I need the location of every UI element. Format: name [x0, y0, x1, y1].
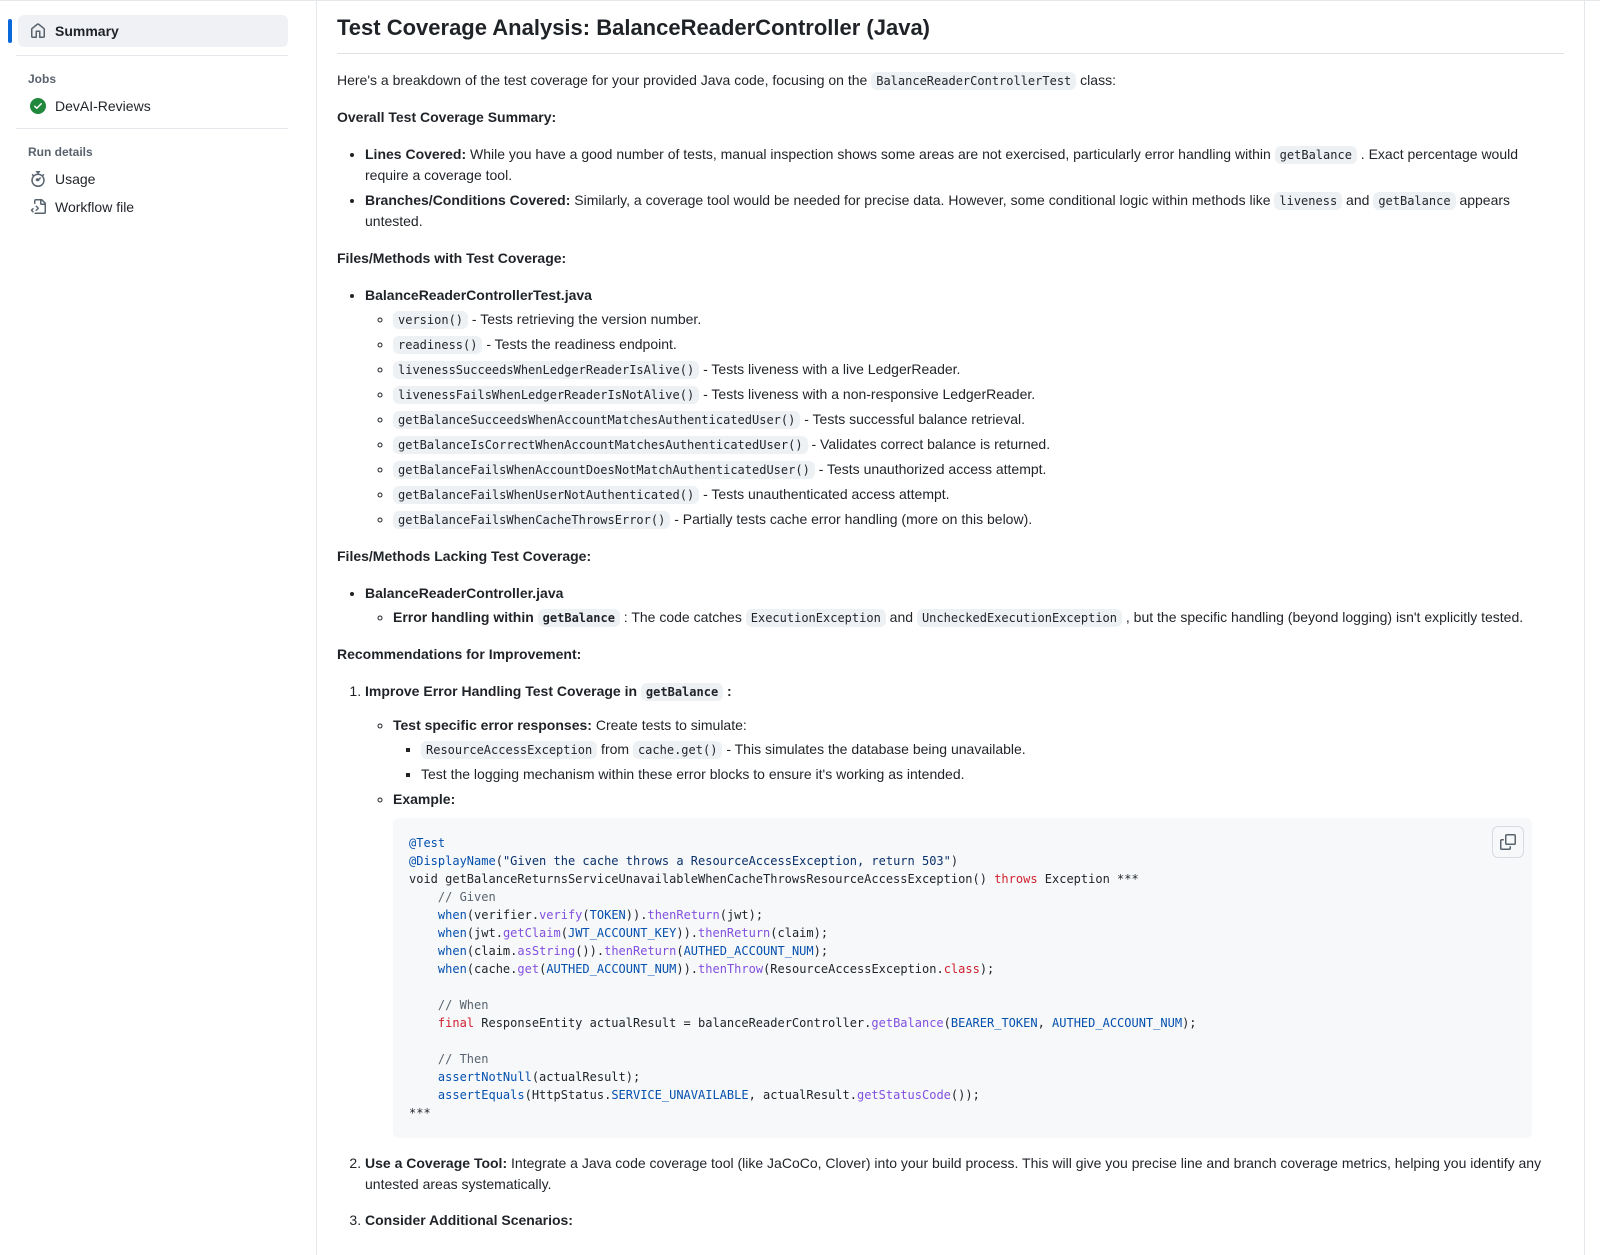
inline-code: version()	[393, 311, 468, 329]
inline-code: ResourceAccessException	[421, 741, 597, 759]
list-item: ◦ getBalanceFailsWhenAccountDoesNotMatchAuthenticatedUser() - Tests unauthorized access attempt.	[393, 459, 1564, 480]
list-item	[365, 1210, 1564, 1231]
bold-text: Example:	[393, 790, 456, 807]
workflow-file-label: Workflow file	[55, 199, 135, 215]
inline-code: liveness	[1274, 192, 1342, 210]
list-item	[393, 789, 1564, 1138]
list-item: 2. Use a Coverage Tool: Integrate a Java code coverage tool (like JaCoCo, Clover) into your build process. This will give you precise line and branch coverage metrics, helping you identify any untested areas systematically.	[365, 1153, 1564, 1195]
summary-content	[317, 1, 1585, 1255]
bold-text: Test specific error responses:	[393, 716, 592, 733]
sidebar-item-workflow-file[interactable]	[18, 193, 288, 221]
inline-code: cache.get()	[633, 741, 722, 759]
sidebar-divider	[16, 55, 288, 56]
list-item: ◦ livenessSucceedsWhenLedgerReaderIsAlive() - Tests liveness with a live LedgerReader.	[393, 359, 1564, 380]
inline-code: ExecutionException	[746, 609, 886, 627]
file-code-icon	[30, 199, 46, 215]
inline-code: getBalance	[1275, 146, 1357, 164]
list-item: ◦ Error handling within getBalance : The code catches ExecutionException and UncheckedExecutionException , but the specific handling (beyond logging) isn't explicitly tested.	[393, 607, 1564, 628]
home-icon	[30, 23, 46, 39]
bullet-list	[337, 583, 1564, 628]
list-item: ◦ getBalanceFailsWhenUserNotAuthenticated() - Tests unauthenticated access attempt.	[393, 484, 1564, 505]
run-details-section-header: Run details	[28, 145, 93, 159]
sidebar-item-usage[interactable]	[18, 165, 288, 193]
right-gutter	[1585, 1, 1600, 1255]
bold-text: Overall Test Coverage Summary:	[337, 108, 557, 125]
inline-code: livenessFailsWhenLedgerReaderIsNotAlive()	[393, 386, 699, 404]
list-item: ◦ getBalanceIsCorrectWhenAccountMatchesAuthenticatedUser() - Validates correct balance is returned.	[393, 434, 1564, 455]
bold-text: BalanceReaderController.java	[365, 584, 564, 601]
bold-text: Error handling within	[393, 608, 538, 625]
bullet-list	[365, 607, 1564, 628]
list-item	[365, 681, 1564, 1138]
bullet-list	[337, 144, 1564, 232]
inline-code: getBalanceIsCorrectWhenAccountMatchesAuthenticatedUser()	[393, 436, 808, 454]
markdown-body	[337, 70, 1564, 1231]
paragraph: Here's a breakdown of the test coverage for your provided Java code, focusing on the BalanceReaderControllerTest class:	[337, 71, 1116, 88]
bold-text: BalanceReaderControllerTest.java	[365, 286, 592, 303]
list-item-text	[365, 681, 1564, 702]
ordered-list	[337, 681, 1564, 1231]
list-item: ◦ Test specific error responses: Create tests to simulate: ▪ ResourceAccessException from cache.get() - This simulates the database being unavailable. ▪ Test the logging mechanism within these error blocks to ensure it's working as intended.	[393, 715, 1564, 785]
paragraph	[337, 644, 1564, 665]
list-item: ◦ readiness() - Tests the readiness endpoint.	[393, 334, 1564, 355]
inline-code: getBalanceFailsWhenAccountDoesNotMatchAuthenticatedUser()	[393, 461, 815, 479]
list-item: ▪ Test the logging mechanism within these error blocks to ensure it's working as intended.	[421, 764, 1564, 785]
bullet-list	[337, 285, 1564, 530]
list-item: • Lines Covered: While you have a good number of tests, manual inspection shows some areas are not exercised, particularly error handling within getBalance . Exact percentage would require a coverage tool.	[365, 144, 1564, 186]
bold-text: Branches/Conditions Covered:	[365, 191, 571, 208]
sidebar-item-job-devai-reviews[interactable]	[18, 92, 288, 120]
inline-code: getBalanceSucceedsWhenAccountMatchesAuthenticatedUser()	[393, 411, 800, 429]
list-item: ◦ getBalanceSucceedsWhenAccountMatchesAuthenticatedUser() - Tests successful balance retrieval.	[393, 409, 1564, 430]
inline-code: livenessSucceedsWhenLedgerReaderIsAlive()	[393, 361, 699, 379]
list-item	[365, 285, 1564, 530]
bold-text: Files/Methods Lacking Test Coverage:	[337, 547, 592, 564]
bold-text: Consider Additional Scenarios:	[365, 1211, 573, 1228]
check-circle-icon	[30, 98, 46, 114]
bold-text: Recommendations for Improvement:	[337, 645, 582, 662]
bullet-list	[365, 715, 1564, 1138]
inline-code: getBalance	[1373, 192, 1455, 210]
sidebar-divider	[16, 128, 288, 129]
code-pre	[393, 818, 1532, 1138]
list-item: • Branches/Conditions Covered: Similarly, a coverage tool would be needed for precise data. However, some conditional logic within methods like liveness and getBalance appears untested.	[365, 190, 1564, 232]
sidebar	[0, 1, 317, 1255]
bullet-list	[365, 309, 1564, 530]
bold-text: Use a Coverage Tool:	[365, 1154, 508, 1171]
jobs-section-header: Jobs	[28, 72, 57, 86]
usage-label: Usage	[55, 171, 96, 187]
list-item: ◦ version() - Tests retrieving the version number.	[393, 309, 1564, 330]
stopwatch-icon	[30, 171, 46, 187]
paragraph	[337, 107, 1564, 128]
inline-code: readiness()	[393, 336, 482, 354]
paragraph	[337, 546, 1564, 567]
page-title: Test Coverage Analysis: BalanceReaderController (Java)	[337, 14, 1564, 54]
bold-text: Lines Covered:	[365, 145, 467, 162]
inline-code: getBalanceFailsWhenCacheThrowsError()	[393, 511, 670, 529]
inline-code: getBalance	[538, 609, 620, 627]
code-body: @Test @DisplayName("Given the cache throws a ResourceAccessException, return 503") void getBalanceReturnsServiceUnavailableWhenCacheThrowsResourceAccessException() throws Exception *** // Given when(verifier.verify(TOKEN)).thenReturn(jwt); when(jwt.getClaim(JWT_ACCOUNT_KEY)).thenReturn(claim); when(claim.asString()).thenReturn(AUTHED_ACCOUNT_NUM); when(cache.get(AUTHED_ACCOUNT_NUM)).thenThrow(ResourceAccessException.class); // When final ResponseEntity actualResult = balanceReaderController.getBalance(BEARER_TOKEN, AUTHED_ACCOUNT_NUM); // Then assertNotNull(actualResult); assertEquals(HttpStatus.SERVICE_UNAVAILABLE, actualResult.getStatusCode()); ***	[409, 835, 1197, 1120]
paragraph	[337, 248, 1564, 269]
inline-code: getBalance	[641, 683, 723, 701]
job-label: DevAI-Reviews	[55, 98, 151, 114]
bold-text: :	[723, 682, 732, 699]
sidebar-item-summary[interactable]	[18, 15, 288, 47]
list-item	[365, 583, 1564, 628]
list-item: ◦ getBalanceFailsWhenCacheThrowsError() - Partially tests cache error handling (more on this below).	[393, 509, 1564, 530]
inline-code: getBalanceFailsWhenUserNotAuthenticated()	[393, 486, 699, 504]
bold-text: Improve Error Handling Test Coverage in	[365, 682, 641, 699]
copy-button[interactable]	[1492, 826, 1524, 858]
sidebar-item-label: Summary	[55, 23, 119, 39]
bullet-list	[393, 739, 1564, 785]
list-item: ◦ livenessFailsWhenLedgerReaderIsNotAlive() - Tests liveness with a non-responsive LedgerReader.	[393, 384, 1564, 405]
list-item: ▪ ResourceAccessException from cache.get() - This simulates the database being unavailable.	[421, 739, 1564, 760]
bold-text: Files/Methods with Test Coverage:	[337, 249, 567, 266]
inline-code: UncheckedExecutionException	[917, 609, 1122, 627]
code-block	[393, 818, 1532, 1138]
inline-code: BalanceReaderControllerTest	[871, 72, 1076, 90]
copy-icon	[1500, 834, 1516, 850]
